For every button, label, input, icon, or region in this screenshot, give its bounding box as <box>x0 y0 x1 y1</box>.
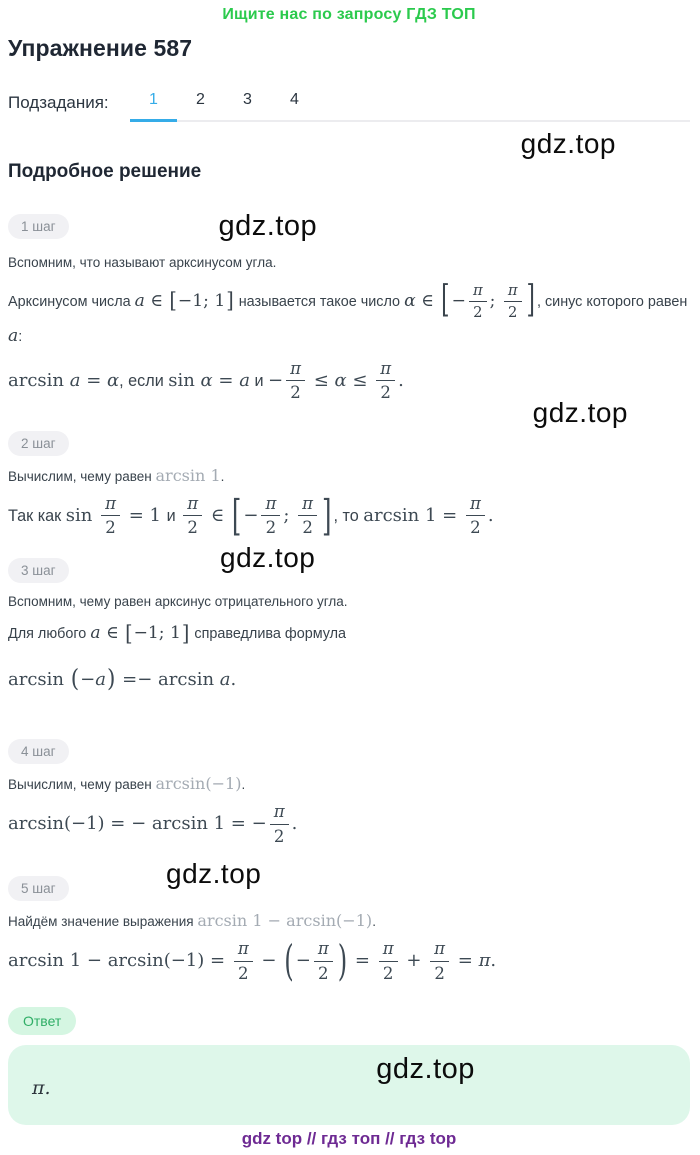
watermark: gdz.top <box>166 858 262 890</box>
step-4-note: Вычислим, чему равен arcsin(−1). <box>8 774 246 794</box>
exercise-title: Упражнение 587 <box>8 35 193 61</box>
step-5 <box>8 876 690 901</box>
step-2-formula: Так как sin $\frac{\pi}{2}$ = 1 и $\frac{\pi}{2}$ ∈ [ − $\frac{\pi}{2}$ ; $\frac{\pi}{2}$ ] , то arcsin 1 = $\frac{\pi}{2}$ . <box>8 489 494 541</box>
subtasks-tabs <box>8 91 690 122</box>
tab-subtask-2[interactable]: 2 <box>196 91 205 108</box>
tab-subtask-4[interactable]: 4 <box>290 91 299 108</box>
watermark: gdz.top <box>376 1053 475 1086</box>
step-3-paragraph: Для любого a ∈ [−1; 1] справедлива формула <box>8 620 347 647</box>
step-4-formula: arcsin(−1) = − arcsin 1 = − $\frac{\pi}{2}$ . <box>8 802 298 846</box>
step-badge-3: 3 шаг <box>8 558 69 583</box>
subtasks-tablist <box>130 91 690 122</box>
watermark: gdz.top <box>532 396 628 428</box>
promo-banner[interactable]: Ищите нас по запросу ГДЗ ТОП <box>222 6 476 23</box>
footer-links[interactable]: gdz top // гдз топ // гдз top <box>241 1129 457 1149</box>
answer-badge: Ответ <box>8 1007 76 1035</box>
step-5-formula: arcsin 1 − arcsin(−1) = $\frac{\pi}{2}$ − ( − $\frac{\pi}{2}$ ) = $\frac{\pi}{2}$ + $\frac{\pi}{2}$ = π. <box>8 935 497 986</box>
step-3 <box>8 558 690 583</box>
tab-subtask-3[interactable]: 3 <box>243 91 252 108</box>
answer-value: π. <box>32 1077 51 1100</box>
answer-box <box>8 1045 690 1125</box>
watermark: gdz.top <box>520 128 616 159</box>
step-1-formula: arcsin a = α, если sin α = a и − $\frac{\pi}{2}$ ≤ α ≤ $\frac{\pi}{2}$ . <box>8 358 404 403</box>
watermark: gdz.top <box>220 541 316 573</box>
step-badge-2: 2 шаг <box>8 431 69 456</box>
tab-subtask-1[interactable]: 1 <box>130 91 177 122</box>
step-2-note: Вычислим, чему равен arcsin 1. <box>8 465 225 485</box>
section-title: Подробное решение <box>8 161 202 183</box>
step-badge-1: 1 шаг <box>8 214 69 239</box>
step-badge-4: 4 шаг <box>8 739 69 764</box>
step-badge-5: 5 шаг <box>8 876 69 901</box>
step-4 <box>8 739 690 764</box>
step-1 <box>8 210 690 243</box>
step-3-formula: arcsin (−a) =− arcsin a. <box>8 665 237 694</box>
step-5-note: Найдём значение выражения arcsin 1 − arcsin(−1). <box>8 911 376 931</box>
subtasks-label: Подзадания: <box>8 93 109 112</box>
step-2 <box>8 431 690 456</box>
step-1-paragraph: Арксинусом числа a ∈ [−1; 1] называется такое число α ∈ [ − $\frac{\pi}{2}$ ; $\frac{\pi}{2}$ ] , синус которого равен a: <box>8 278 688 346</box>
step-1-note: Вспомним, что называют арксинусом угла. <box>8 254 277 270</box>
step-3-note: Вспомним, чему равен арксинус отрицательного угла. <box>8 594 348 610</box>
watermark: gdz.top <box>218 210 318 243</box>
